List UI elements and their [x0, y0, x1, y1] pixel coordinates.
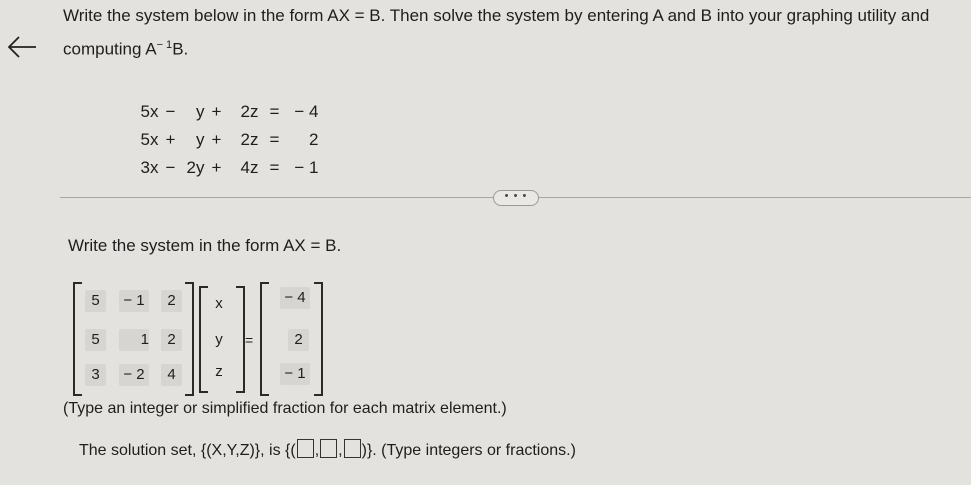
- eq-term: 2z: [240, 130, 259, 149]
- vector-b-cell[interactable]: 2: [288, 329, 309, 351]
- equation-3: [119, 138, 318, 178]
- matrix-equals-sign: =: [245, 332, 254, 348]
- form-ax-b: AX = B: [327, 6, 381, 25]
- eq-term: 5x: [140, 102, 159, 121]
- eq-equals: =: [269, 102, 280, 121]
- eq-constant: 2: [308, 130, 319, 149]
- solution-suffix: . (Type integers or fractions.): [372, 442, 576, 459]
- eq-term: 3x: [140, 158, 159, 177]
- eq-operator: −: [165, 102, 176, 121]
- instruction-text: Write the system below in the form: [63, 6, 328, 25]
- instruction-computing: computing: [63, 39, 146, 59]
- solution-open: {(: [285, 442, 296, 459]
- eq-term: 4z: [240, 158, 259, 177]
- eq-term: 5x: [140, 130, 159, 149]
- matrix-a-cell[interactable]: 2: [161, 329, 182, 351]
- matrix-a-right-bracket: [185, 282, 194, 396]
- eq-equals: =: [269, 158, 280, 177]
- vector-b-cell[interactable]: − 1: [280, 363, 310, 385]
- answer-y-input[interactable]: [320, 439, 337, 458]
- eq-operator: +: [211, 130, 222, 149]
- inverse-exponent: − 1: [156, 39, 173, 51]
- matrix-a-cell[interactable]: − 2: [119, 364, 149, 386]
- instruction-text-cont: . Then solve the system by entering A and B into your graphing utility and: [380, 6, 930, 25]
- matrix-a-symbol: A: [145, 39, 157, 59]
- vector-b-right-bracket: [314, 282, 323, 396]
- matrix-a-cell[interactable]: 5: [85, 290, 106, 312]
- solution-prefix: The solution set, {(X,Y,Z)}, is: [79, 442, 281, 459]
- matrix-a-left-bracket: [73, 282, 82, 396]
- solution-separator: ,: [338, 442, 343, 459]
- eq-term: y: [195, 130, 205, 149]
- eq-operator: +: [211, 158, 222, 177]
- eq-term: 2z: [240, 102, 259, 121]
- eq-term: 2y: [186, 158, 205, 177]
- matrix-a-cell[interactable]: 2: [161, 290, 182, 312]
- vector-x-var: x: [215, 295, 223, 312]
- vector-x-var: y: [215, 331, 223, 348]
- answer-z-input[interactable]: [344, 439, 361, 458]
- more-button[interactable]: • • •: [493, 190, 539, 206]
- solution-separator: ,: [314, 442, 320, 459]
- matrix-a-cell[interactable]: − 1: [119, 290, 149, 312]
- eq-operator: +: [165, 130, 176, 149]
- matrix-a-cell[interactable]: 5: [85, 329, 106, 351]
- eq-constant: − 1: [294, 158, 319, 177]
- part-prompt: Write the system in the form AX = B.: [68, 236, 342, 255]
- vector-x-var: z: [215, 363, 223, 380]
- eq-term: y: [195, 102, 205, 121]
- eq-operator: −: [165, 158, 176, 177]
- answer-x-input[interactable]: [297, 439, 314, 458]
- instruction-line-1: [63, 5, 929, 26]
- eq-equals: =: [269, 130, 280, 149]
- hint-text: (Type an integer or simplified fraction for each matrix element.): [63, 400, 507, 417]
- matrix-a-cell[interactable]: 3: [85, 364, 106, 386]
- solution-row: [79, 439, 576, 460]
- solution-close: )}: [361, 442, 373, 459]
- matrix-a-cell[interactable]: 1: [119, 329, 149, 351]
- matrix-b-symbol: B.: [172, 39, 189, 59]
- vector-x-left-bracket: [199, 286, 208, 393]
- matrix-a-cell[interactable]: 4: [161, 364, 182, 386]
- eq-operator: +: [211, 102, 222, 121]
- back-arrow-icon[interactable]: [6, 30, 40, 64]
- vector-b-cell[interactable]: − 4: [280, 287, 310, 309]
- vector-x-right-bracket: [236, 286, 245, 393]
- vector-b-left-bracket: [260, 282, 269, 396]
- instruction-line-2: [63, 35, 188, 60]
- eq-constant: − 4: [294, 102, 319, 121]
